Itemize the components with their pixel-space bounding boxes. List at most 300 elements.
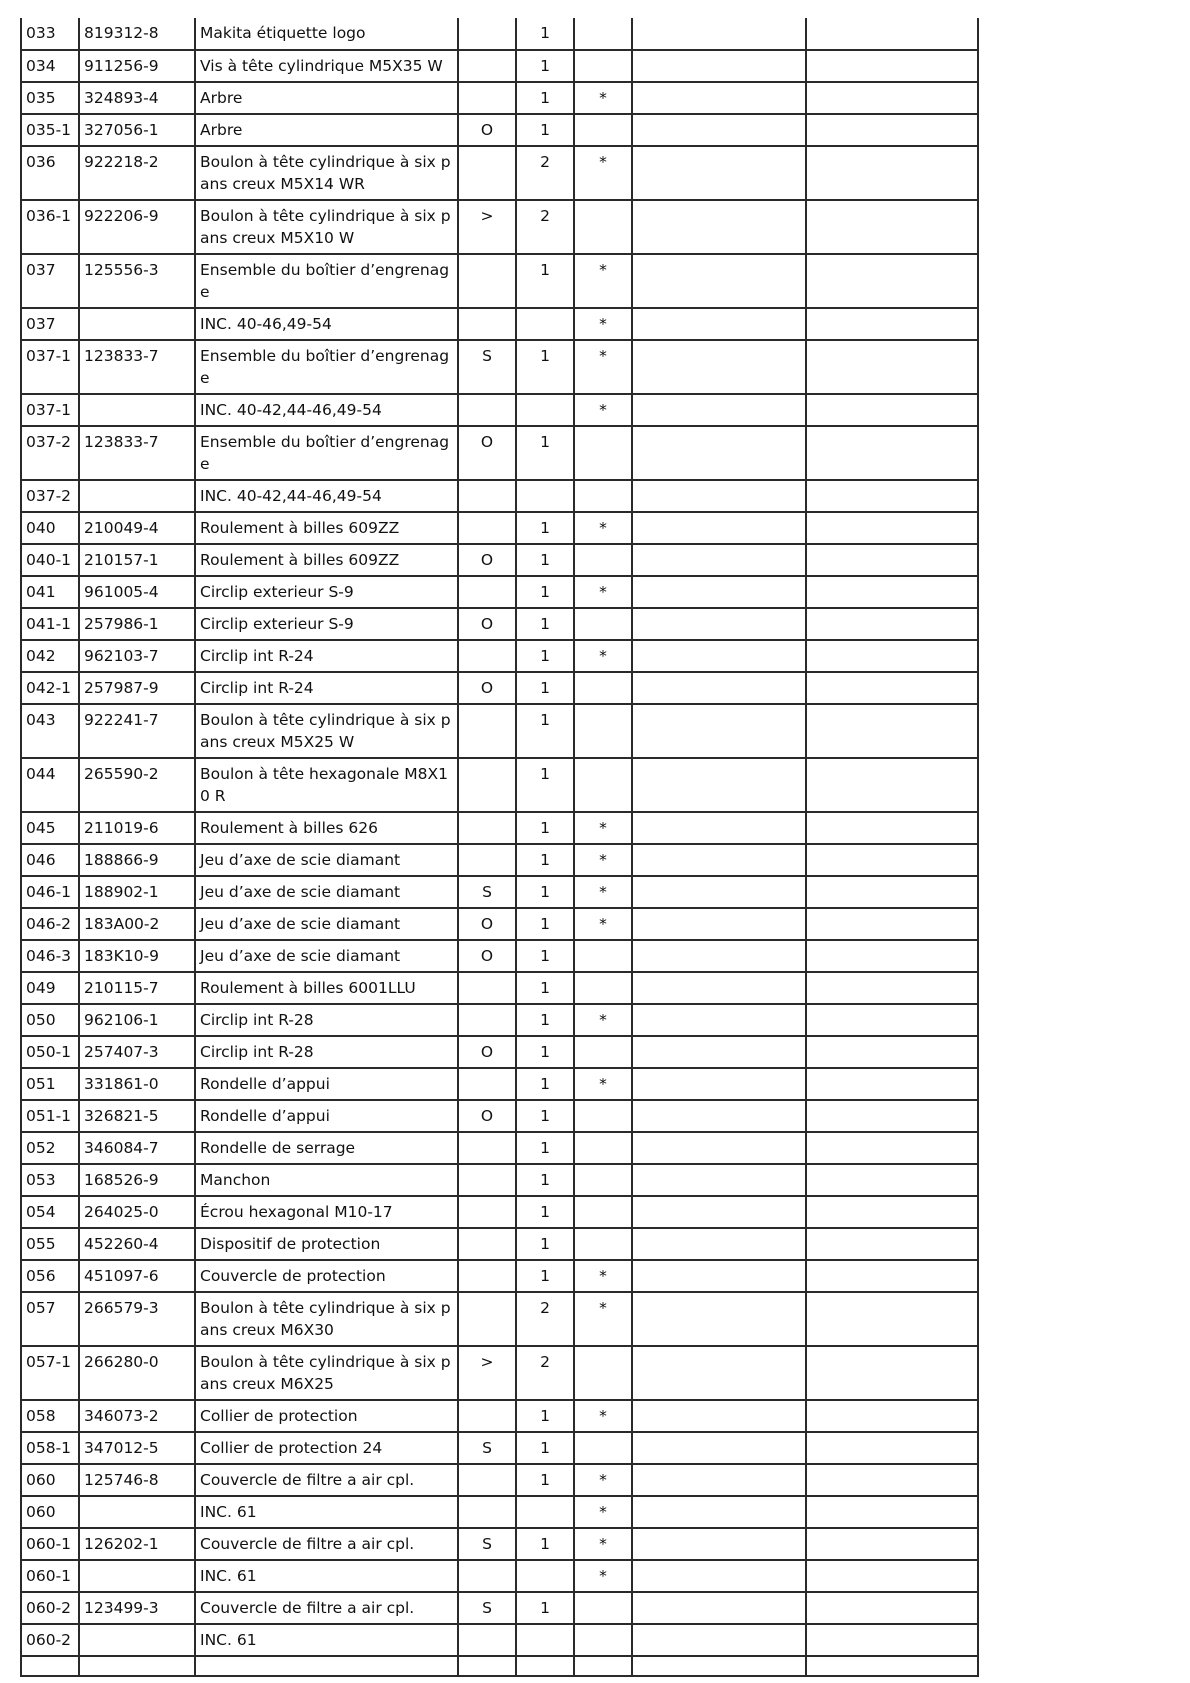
item-no-cell: 040-1 (21, 544, 79, 576)
flag-cell: * (574, 1496, 632, 1528)
flag-cell (574, 544, 632, 576)
note-cell: O (458, 1036, 516, 1068)
flag-cell (574, 426, 632, 480)
extra-2-cell (806, 812, 978, 844)
description-cell: INC. 61 (195, 1496, 458, 1528)
note-cell (458, 1068, 516, 1100)
quantity-cell: 1 (516, 1164, 574, 1196)
note-cell (458, 480, 516, 512)
extra-1-cell (632, 50, 806, 82)
extra-1-cell (632, 544, 806, 576)
part-no-cell: 123499-3 (79, 1592, 195, 1624)
part-no-cell: 961005-4 (79, 576, 195, 608)
note-cell: S (458, 1528, 516, 1560)
description-cell: Rondelle d’appui (195, 1068, 458, 1100)
description-cell: INC. 61 (195, 1624, 458, 1656)
quantity-cell: 1 (516, 512, 574, 544)
item-no-cell: 051 (21, 1068, 79, 1100)
flag-cell (574, 1656, 632, 1676)
table-row (21, 1496, 978, 1528)
part-no-cell: 183K10-9 (79, 940, 195, 972)
extra-1-cell (632, 200, 806, 254)
quantity-cell: 1 (516, 1100, 574, 1132)
table-row (21, 18, 978, 50)
extra-1-cell (632, 672, 806, 704)
note-cell: O (458, 608, 516, 640)
part-no-cell: 210157-1 (79, 544, 195, 576)
description-cell: INC. 40-42,44-46,49-54 (195, 394, 458, 426)
extra-2-cell (806, 480, 978, 512)
note-cell (458, 1228, 516, 1260)
extra-1-cell (632, 1656, 806, 1676)
extra-2-cell (806, 1036, 978, 1068)
extra-1-cell (632, 308, 806, 340)
part-no-cell: 188902-1 (79, 876, 195, 908)
table-row (21, 1068, 978, 1100)
item-no-cell: 045 (21, 812, 79, 844)
extra-1-cell (632, 576, 806, 608)
note-cell: O (458, 672, 516, 704)
table-row (21, 1292, 978, 1346)
table-row (21, 704, 978, 758)
quantity-cell: 1 (516, 812, 574, 844)
flag-cell: * (574, 844, 632, 876)
extra-1-cell (632, 114, 806, 146)
table-row (21, 1528, 978, 1560)
extra-2-cell (806, 200, 978, 254)
description-cell: Circlip int R-24 (195, 640, 458, 672)
extra-1-cell (632, 940, 806, 972)
description-cell: Dispositif de protection (195, 1228, 458, 1260)
part-no-cell (79, 1560, 195, 1592)
item-no-cell: 046 (21, 844, 79, 876)
table-row (21, 146, 978, 200)
item-no-cell: 058 (21, 1400, 79, 1432)
note-cell: O (458, 908, 516, 940)
part-no-cell: 324893-4 (79, 82, 195, 114)
table-row (21, 812, 978, 844)
table-row (21, 308, 978, 340)
part-no-cell: 210049-4 (79, 512, 195, 544)
extra-2-cell (806, 1004, 978, 1036)
note-cell (458, 1260, 516, 1292)
table-row (21, 426, 978, 480)
item-no-cell: 060 (21, 1464, 79, 1496)
part-no-cell: 211019-6 (79, 812, 195, 844)
extra-2-cell (806, 254, 978, 308)
description-cell: Boulon à tête cylindrique à six pans creux M5X10 W (195, 200, 458, 254)
item-no-cell: 037 (21, 308, 79, 340)
part-no-cell: 326821-5 (79, 1100, 195, 1132)
part-no-cell: 125556-3 (79, 254, 195, 308)
item-no-cell: 037-1 (21, 340, 79, 394)
note-cell (458, 82, 516, 114)
description-cell: Vis à tête cylindrique M5X35 W (195, 50, 458, 82)
extra-2-cell (806, 50, 978, 82)
flag-cell: * (574, 576, 632, 608)
flag-cell (574, 704, 632, 758)
description-cell: Couvercle de filtre a air cpl. (195, 1592, 458, 1624)
description-cell: INC. 61 (195, 1560, 458, 1592)
note-cell (458, 512, 516, 544)
flag-cell: * (574, 340, 632, 394)
item-no-cell: 046-3 (21, 940, 79, 972)
table-row (21, 908, 978, 940)
table-row (21, 1132, 978, 1164)
note-cell (458, 972, 516, 1004)
extra-1-cell (632, 146, 806, 200)
extra-2-cell (806, 1592, 978, 1624)
quantity-cell: 1 (516, 1132, 574, 1164)
item-no-cell: 057-1 (21, 1346, 79, 1400)
description-cell: INC. 40-46,49-54 (195, 308, 458, 340)
quantity-cell (516, 480, 574, 512)
extra-1-cell (632, 1068, 806, 1100)
note-cell (458, 1004, 516, 1036)
table-row (21, 512, 978, 544)
table-row (21, 544, 978, 576)
extra-1-cell (632, 1432, 806, 1464)
description-cell: Boulon à tête hexagonale M8X10 R (195, 758, 458, 812)
table-row (21, 394, 978, 426)
item-no-cell: 034 (21, 50, 79, 82)
extra-1-cell (632, 1036, 806, 1068)
quantity-cell: 1 (516, 254, 574, 308)
extra-1-cell (632, 972, 806, 1004)
part-no-cell (79, 480, 195, 512)
item-no-cell: 033 (21, 18, 79, 50)
note-cell: S (458, 1432, 516, 1464)
flag-cell: * (574, 394, 632, 426)
part-no-cell: 962106-1 (79, 1004, 195, 1036)
part-no-cell (79, 394, 195, 426)
note-cell: O (458, 114, 516, 146)
note-cell (458, 1196, 516, 1228)
extra-2-cell (806, 1624, 978, 1656)
quantity-cell: 1 (516, 1228, 574, 1260)
quantity-cell: 1 (516, 576, 574, 608)
quantity-cell: 1 (516, 18, 574, 50)
item-no-cell: 037-1 (21, 394, 79, 426)
extra-2-cell (806, 1496, 978, 1528)
flag-cell (574, 1164, 632, 1196)
quantity-cell: 1 (516, 1592, 574, 1624)
quantity-cell: 1 (516, 940, 574, 972)
quantity-cell: 1 (516, 704, 574, 758)
description-cell: Écrou hexagonal M10-17 (195, 1196, 458, 1228)
flag-cell: * (574, 254, 632, 308)
extra-2-cell (806, 844, 978, 876)
part-no-cell: 911256-9 (79, 50, 195, 82)
note-cell: > (458, 200, 516, 254)
extra-2-cell (806, 1100, 978, 1132)
extra-2-cell (806, 394, 978, 426)
part-no-cell: 819312-8 (79, 18, 195, 50)
description-cell: Arbre (195, 82, 458, 114)
description-cell: Ensemble du boîtier d’engrenage (195, 254, 458, 308)
extra-2-cell (806, 608, 978, 640)
flag-cell (574, 1432, 632, 1464)
item-no-cell: 042-1 (21, 672, 79, 704)
extra-1-cell (632, 1228, 806, 1260)
extra-2-cell (806, 1260, 978, 1292)
table-row (21, 1346, 978, 1400)
note-cell: O (458, 426, 516, 480)
quantity-cell: 1 (516, 1528, 574, 1560)
table-row (21, 844, 978, 876)
part-no-cell: 346084-7 (79, 1132, 195, 1164)
table-row (21, 1196, 978, 1228)
part-no-cell: 922206-9 (79, 200, 195, 254)
description-cell: Collier de protection 24 (195, 1432, 458, 1464)
flag-cell: * (574, 146, 632, 200)
extra-2-cell (806, 758, 978, 812)
item-no-cell: 058-1 (21, 1432, 79, 1464)
description-cell: Makita étiquette logo (195, 18, 458, 50)
extra-1-cell (632, 18, 806, 50)
note-cell: S (458, 340, 516, 394)
part-no-cell (79, 1496, 195, 1528)
item-no-cell: 054 (21, 1196, 79, 1228)
extra-2-cell (806, 82, 978, 114)
item-no-cell: 060 (21, 1496, 79, 1528)
description-cell: Rondelle de serrage (195, 1132, 458, 1164)
parts-table-body (21, 18, 978, 1676)
extra-1-cell (632, 1004, 806, 1036)
extra-2-cell (806, 1656, 978, 1676)
flag-cell: * (574, 1560, 632, 1592)
extra-1-cell (632, 1592, 806, 1624)
note-cell (458, 1400, 516, 1432)
description-cell: Manchon (195, 1164, 458, 1196)
part-no-cell: 123833-7 (79, 340, 195, 394)
table-row (21, 876, 978, 908)
note-cell (458, 18, 516, 50)
item-no-cell: 036 (21, 146, 79, 200)
part-no-cell: 266579-3 (79, 1292, 195, 1346)
quantity-cell: 1 (516, 908, 574, 940)
extra-1-cell (632, 1496, 806, 1528)
extra-1-cell (632, 704, 806, 758)
quantity-cell: 1 (516, 1068, 574, 1100)
part-no-cell: 347012-5 (79, 1432, 195, 1464)
note-cell (458, 812, 516, 844)
table-row (21, 972, 978, 1004)
flag-cell (574, 1132, 632, 1164)
part-no-cell: 264025-0 (79, 1196, 195, 1228)
description-cell: Jeu d’axe de scie diamant (195, 844, 458, 876)
part-no-cell: 922218-2 (79, 146, 195, 200)
description-cell (195, 1656, 458, 1676)
extra-1-cell (632, 1464, 806, 1496)
item-no-cell: 042 (21, 640, 79, 672)
quantity-cell (516, 1560, 574, 1592)
extra-2-cell (806, 672, 978, 704)
item-no-cell: 046-2 (21, 908, 79, 940)
item-no-cell: 035-1 (21, 114, 79, 146)
note-cell (458, 308, 516, 340)
item-no-cell: 037-2 (21, 480, 79, 512)
description-cell: Circlip int R-24 (195, 672, 458, 704)
item-no-cell: 060-2 (21, 1592, 79, 1624)
quantity-cell: 1 (516, 1260, 574, 1292)
quantity-cell: 2 (516, 146, 574, 200)
part-no-cell: 257407-3 (79, 1036, 195, 1068)
extra-2-cell (806, 876, 978, 908)
part-no-cell (79, 1624, 195, 1656)
extra-1-cell (632, 480, 806, 512)
description-cell: Jeu d’axe de scie diamant (195, 940, 458, 972)
note-cell (458, 1464, 516, 1496)
table-row (21, 640, 978, 672)
part-no-cell: 183A00-2 (79, 908, 195, 940)
quantity-cell: 2 (516, 1292, 574, 1346)
item-no-cell: 051-1 (21, 1100, 79, 1132)
extra-2-cell (806, 146, 978, 200)
flag-cell (574, 1100, 632, 1132)
flag-cell: * (574, 512, 632, 544)
flag-cell: * (574, 908, 632, 940)
quantity-cell: 1 (516, 640, 574, 672)
description-cell: Circlip exterieur S-9 (195, 576, 458, 608)
flag-cell (574, 758, 632, 812)
item-no-cell: 050-1 (21, 1036, 79, 1068)
flag-cell (574, 940, 632, 972)
table-row (21, 1624, 978, 1656)
note-cell (458, 1656, 516, 1676)
description-cell: Jeu d’axe de scie diamant (195, 876, 458, 908)
table-row (21, 114, 978, 146)
flag-cell (574, 114, 632, 146)
item-no-cell: 041-1 (21, 608, 79, 640)
flag-cell (574, 1346, 632, 1400)
extra-1-cell (632, 1196, 806, 1228)
extra-2-cell (806, 1400, 978, 1432)
note-cell (458, 704, 516, 758)
description-cell: Boulon à tête cylindrique à six pans creux M6X30 (195, 1292, 458, 1346)
table-row (21, 1400, 978, 1432)
extra-1-cell (632, 340, 806, 394)
quantity-cell: 1 (516, 1432, 574, 1464)
note-cell (458, 844, 516, 876)
note-cell (458, 1624, 516, 1656)
item-no-cell: 037-2 (21, 426, 79, 480)
part-no-cell: 331861-0 (79, 1068, 195, 1100)
part-no-cell: 257986-1 (79, 608, 195, 640)
extra-2-cell (806, 704, 978, 758)
extra-2-cell (806, 1528, 978, 1560)
extra-2-cell (806, 114, 978, 146)
quantity-cell: 1 (516, 1464, 574, 1496)
description-cell: Couvercle de filtre a air cpl. (195, 1528, 458, 1560)
description-cell: Circlip exterieur S-9 (195, 608, 458, 640)
table-row (21, 1560, 978, 1592)
flag-cell (574, 972, 632, 1004)
part-no-cell: 168526-9 (79, 1164, 195, 1196)
part-no-cell (79, 1656, 195, 1676)
extra-1-cell (632, 640, 806, 672)
description-cell: Circlip int R-28 (195, 1004, 458, 1036)
extra-1-cell (632, 1292, 806, 1346)
extra-2-cell (806, 1228, 978, 1260)
extra-1-cell (632, 1260, 806, 1292)
description-cell: Roulement à billes 609ZZ (195, 512, 458, 544)
note-cell: O (458, 940, 516, 972)
flag-cell (574, 1036, 632, 1068)
quantity-cell: 1 (516, 844, 574, 876)
flag-cell: * (574, 812, 632, 844)
flag-cell: * (574, 1528, 632, 1560)
quantity-cell: 1 (516, 876, 574, 908)
item-no-cell: 043 (21, 704, 79, 758)
quantity-cell: 1 (516, 1400, 574, 1432)
table-row (21, 82, 978, 114)
flag-cell (574, 1228, 632, 1260)
flag-cell: * (574, 1400, 632, 1432)
description-cell: Roulement à billes 6001LLU (195, 972, 458, 1004)
item-no-cell: 052 (21, 1132, 79, 1164)
part-no-cell: 327056-1 (79, 114, 195, 146)
flag-cell: * (574, 876, 632, 908)
flag-cell: * (574, 1260, 632, 1292)
extra-1-cell (632, 1100, 806, 1132)
extra-2-cell (806, 1292, 978, 1346)
quantity-cell (516, 1496, 574, 1528)
description-cell: Boulon à tête cylindrique à six pans creux M5X14 WR (195, 146, 458, 200)
description-cell: Circlip int R-28 (195, 1036, 458, 1068)
extra-1-cell (632, 1560, 806, 1592)
quantity-cell: 1 (516, 672, 574, 704)
part-no-cell: 266280-0 (79, 1346, 195, 1400)
note-cell (458, 1560, 516, 1592)
description-cell: Boulon à tête cylindrique à six pans creux M6X25 (195, 1346, 458, 1400)
flag-cell (574, 1196, 632, 1228)
note-cell (458, 394, 516, 426)
description-cell: Ensemble du boîtier d’engrenage (195, 340, 458, 394)
parts-table (20, 18, 979, 1677)
extra-1-cell (632, 1400, 806, 1432)
table-row (21, 50, 978, 82)
part-no-cell: 346073-2 (79, 1400, 195, 1432)
note-cell: > (458, 1346, 516, 1400)
quantity-cell: 1 (516, 608, 574, 640)
table-row (21, 1592, 978, 1624)
item-no-cell: 060-1 (21, 1528, 79, 1560)
part-no-cell: 962103-7 (79, 640, 195, 672)
extra-1-cell (632, 844, 806, 876)
note-cell (458, 640, 516, 672)
extra-2-cell (806, 426, 978, 480)
flag-cell (574, 1624, 632, 1656)
part-no-cell: 451097-6 (79, 1260, 195, 1292)
extra-1-cell (632, 82, 806, 114)
part-no-cell: 188866-9 (79, 844, 195, 876)
item-no-cell: 041 (21, 576, 79, 608)
table-row (21, 254, 978, 308)
extra-1-cell (632, 1132, 806, 1164)
extra-1-cell (632, 1164, 806, 1196)
quantity-cell: 2 (516, 200, 574, 254)
flag-cell: * (574, 1292, 632, 1346)
flag-cell (574, 608, 632, 640)
part-no-cell: 123833-7 (79, 426, 195, 480)
extra-1-cell (632, 1528, 806, 1560)
quantity-cell (516, 394, 574, 426)
part-no-cell: 265590-2 (79, 758, 195, 812)
item-no-cell: 037 (21, 254, 79, 308)
item-no-cell: 060-2 (21, 1624, 79, 1656)
quantity-cell: 1 (516, 82, 574, 114)
